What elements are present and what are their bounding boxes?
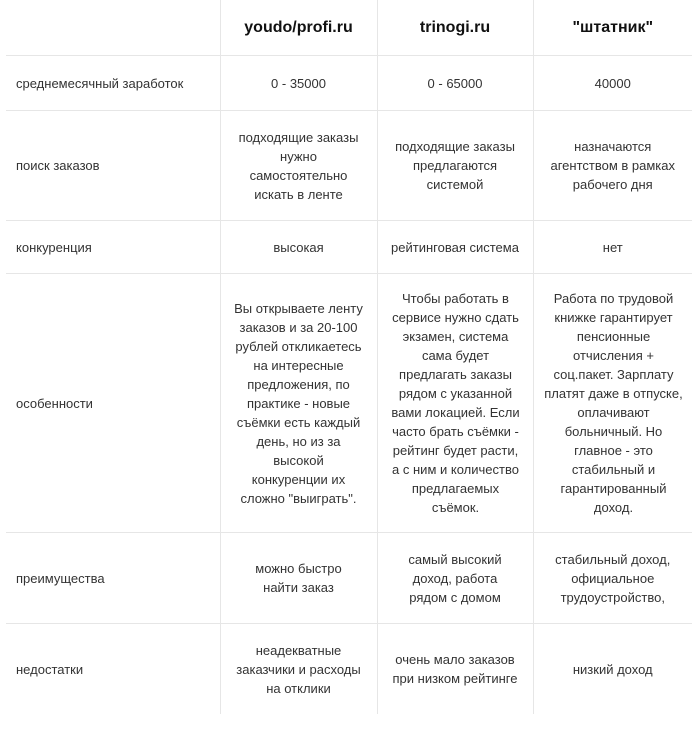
- row-label: особенности: [6, 274, 220, 533]
- cell-text: подходящие заказы предлагаются системой: [395, 139, 515, 192]
- cell-text: подходящие заказы нужно самостоятельно искать в ленте: [238, 129, 359, 202]
- table-row: [6, 624, 692, 715]
- cell-text: стабильный доход, официальное трудоустройство,: [555, 551, 671, 605]
- table-cell: [377, 274, 533, 533]
- table-cell: [377, 111, 533, 221]
- row-label: конкуренция: [6, 221, 220, 274]
- cell-text: неадекватные заказчики и расходы на отклики: [236, 642, 361, 696]
- row-label: преимущества: [6, 533, 220, 624]
- table-cell: высокая: [220, 221, 377, 274]
- table-row: [6, 533, 692, 624]
- table-cell: [533, 533, 692, 624]
- table-cell: 40000: [533, 56, 692, 111]
- table-row: [6, 56, 692, 111]
- header-shtatnik: "штатник": [533, 0, 692, 56]
- table-cell: 0 - 65000: [377, 56, 533, 111]
- header-youdo-profi: youdo/profi.ru: [220, 0, 377, 56]
- table-row: [6, 221, 692, 274]
- row-label: среднемесячный заработок: [6, 56, 220, 111]
- cell-text: Работа по трудовой книжке гарантирует пенсионные отчисления + соц.пакет. Зарплату платят даже в отпуске, оплачивают больничный. Но главное - это стабильный и гарантированный доход.: [544, 291, 683, 515]
- cell-text: самый высокий доход, работа рядом с домом: [408, 551, 502, 605]
- header-trinogi: trinogi.ru: [377, 0, 533, 56]
- table-cell: [533, 111, 692, 221]
- table-cell: низкий доход: [533, 624, 692, 715]
- table-cell: [220, 533, 377, 624]
- row-label: недостатки: [6, 624, 220, 715]
- table-cell: [220, 624, 377, 715]
- table-cell: [533, 274, 692, 533]
- table-row: [6, 111, 692, 221]
- row-label: поиск заказов: [6, 111, 220, 221]
- cell-text: Чтобы работать в сервисе нужно сдать экзамен, система сама будет предлагать заказы рядом с указанной вами локацией. Если часто брать съёмки - рейтинг будет расти, а с ним и количество предлагаемых съёмок.: [391, 291, 520, 515]
- cell-text: можно быстро найти заказ: [255, 561, 342, 595]
- cell-text: очень мало заказов при низком рейтинге: [392, 652, 518, 686]
- table-cell: рейтинговая система: [377, 221, 533, 274]
- table-cell: нет: [533, 221, 692, 274]
- table-cell: [377, 533, 533, 624]
- cell-text: назначаются агентством в рамках рабочего дня: [550, 139, 675, 192]
- header-empty: [6, 0, 220, 56]
- table-cell: [220, 111, 377, 221]
- table-row: [6, 274, 692, 533]
- table-cell: [377, 624, 533, 715]
- table-cell: [220, 274, 377, 533]
- cell-text: Вы открываете ленту заказов и за 20-100 рублей откликаетесь на интересные предложения, по практике - новые съёмки есть каждый день, но из за высокой конкуренции их сложно "выиграть".: [234, 300, 363, 506]
- header-row: [6, 0, 692, 56]
- table-cell: 0 - 35000: [220, 56, 377, 111]
- comparison-table: [6, 0, 692, 714]
